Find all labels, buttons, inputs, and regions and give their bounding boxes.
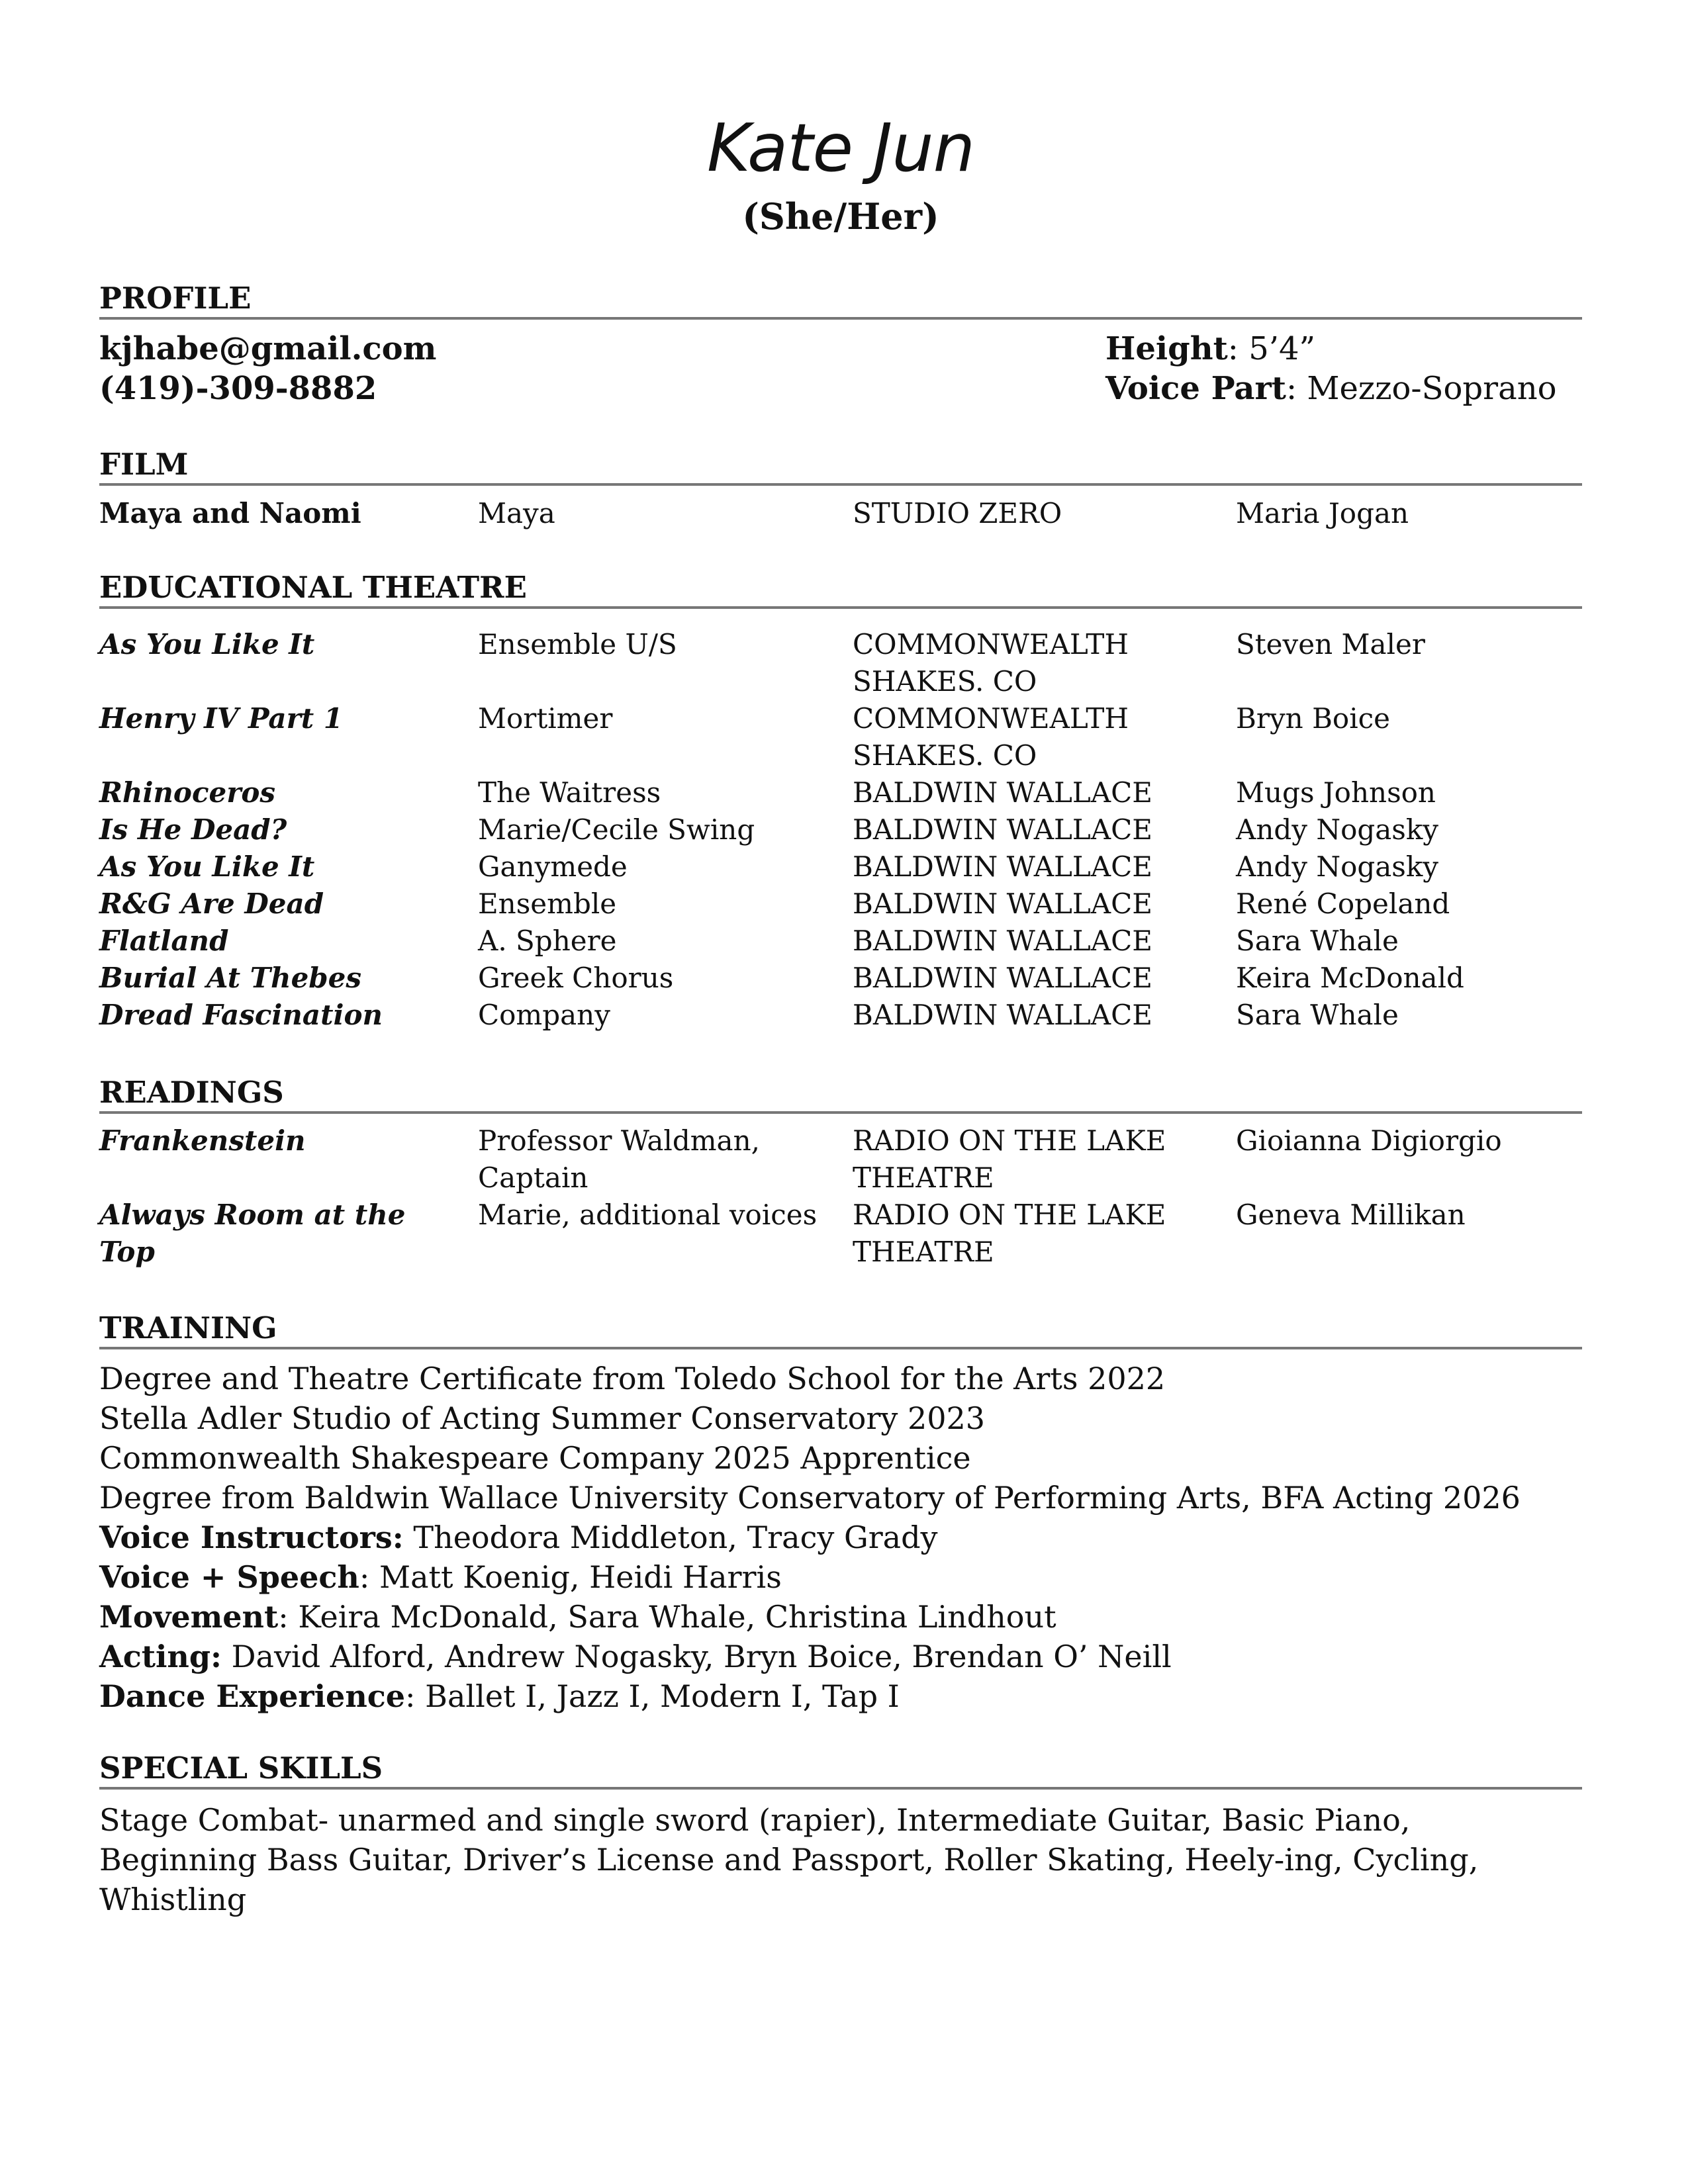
instructor-label: Acting:	[99, 1639, 222, 1674]
credit-role: Ensemble	[478, 887, 617, 920]
credit-role: Marie/Cecile Swing	[478, 813, 755, 846]
instructor-label: Voice Instructors:	[99, 1520, 404, 1555]
credit-title: Frankenstein	[99, 1124, 306, 1157]
credit-title: R&G Are Dead	[99, 887, 324, 920]
instructor-line	[99, 1518, 1582, 1557]
height	[1105, 329, 1557, 369]
training-list	[99, 1359, 1582, 1716]
email: kjhabe@gmail.com	[99, 330, 437, 367]
training-line: Degree from Baldwin Wallace University Conservatory of Performing Arts, BFA Acting 2026	[99, 1480, 1521, 1516]
height-value: : 5’4”	[1227, 330, 1316, 367]
credit-company: BALDWIN WALLACE	[853, 850, 1152, 883]
instructor-names: : Matt Koenig, Heidi Harris	[359, 1559, 782, 1595]
credit-director: Steven Maler	[1236, 628, 1425, 660]
credit-company: BALDWIN WALLACE	[853, 925, 1152, 957]
educational-theatre-heading: EDUCATIONAL THEATRE	[99, 570, 1582, 609]
credit-director: Bryn Boice	[1236, 702, 1391, 735]
credit-role: Company	[478, 999, 610, 1031]
height-label: Height	[1105, 330, 1228, 367]
credit-role: The Waitress	[478, 776, 661, 809]
instructor-names: David Alford, Andrew Nogasky, Bryn Boice, Brendan O’ Neill	[222, 1639, 1172, 1674]
credit-director: Gioianna Digiorgio	[1236, 1124, 1502, 1157]
readings-heading: READINGS	[99, 1075, 1582, 1114]
credit-title: Flatland	[99, 925, 229, 957]
instructor-line	[99, 1557, 1582, 1597]
profile-heading: PROFILE	[99, 281, 1582, 320]
credit-title: As You Like It	[99, 628, 315, 660]
credit-role: Ensemble U/S	[478, 628, 677, 660]
contact-info	[99, 329, 436, 408]
training-line: Commonwealth Shakespeare Company 2025 Apprentice	[99, 1440, 971, 1476]
credit-director: Sara Whale	[1236, 999, 1399, 1031]
instructor-line	[99, 1676, 1582, 1716]
instructor-names: : Ballet I, Jazz I, Modern I, Tap I	[405, 1678, 900, 1714]
credit-director: Mugs Johnson	[1236, 776, 1436, 809]
credit-title: Maya and Naomi	[99, 497, 361, 529]
instructor-label: Voice + Speech	[99, 1559, 359, 1595]
credit-company: BALDWIN WALLACE	[853, 776, 1152, 809]
voice-label: Voice Part	[1105, 370, 1286, 407]
credit-company: RADIO ON THE LAKE THEATRE	[853, 1199, 1166, 1268]
credit-company: COMMONWEALTH SHAKES. CO	[853, 702, 1129, 772]
credit-role: Marie, additional voices	[478, 1199, 818, 1231]
credit-title: Burial At Thebes	[99, 962, 362, 994]
credit-title: Dread Fascination	[99, 999, 383, 1031]
credit-company: BALDWIN WALLACE	[853, 999, 1152, 1031]
actor-name: Kate Jun	[706, 109, 975, 187]
credit-role: Greek Chorus	[478, 962, 674, 994]
training-line: Degree and Theatre Certificate from Toledo School for the Arts 2022	[99, 1361, 1166, 1396]
credit-director: Maria Jogan	[1236, 497, 1409, 529]
pronouns: (She/Her)	[742, 195, 939, 238]
instructor-line	[99, 1637, 1582, 1676]
credit-director: Andy Nogasky	[1236, 850, 1439, 883]
instructor-line	[99, 1597, 1582, 1637]
credit-role: Ganymede	[478, 850, 628, 883]
credit-role: Professor Waldman, Captain	[478, 1124, 760, 1194]
physical-info	[1105, 329, 1557, 408]
training-line: Stella Adler Studio of Acting Summer Conservatory 2023	[99, 1400, 986, 1436]
credit-company: STUDIO ZERO	[853, 497, 1062, 529]
credit-title: Always Room at the Top	[99, 1199, 406, 1268]
credit-title: As You Like It	[99, 850, 315, 883]
instructor-label: Dance Experience	[99, 1678, 406, 1714]
instructor-names: : Keira McDonald, Sara Whale, Christina Lindhout	[278, 1599, 1056, 1635]
credit-company: BALDWIN WALLACE	[853, 962, 1152, 994]
phone: (419)-309-8882	[99, 370, 377, 407]
credit-director: Andy Nogasky	[1236, 813, 1439, 846]
special-skills-heading: SPECIAL SKILLS	[99, 1751, 1582, 1790]
voice-value: : Mezzo-Soprano	[1286, 370, 1557, 407]
credit-director: Geneva Millikan	[1236, 1199, 1466, 1231]
credit-title: Is He Dead?	[99, 813, 287, 846]
credit-company: RADIO ON THE LAKE THEATRE	[853, 1124, 1166, 1194]
credit-company: BALDWIN WALLACE	[853, 813, 1152, 846]
credit-director: Sara Whale	[1236, 925, 1399, 957]
instructor-names: Theodora Middleton, Tracy Grady	[403, 1520, 938, 1555]
special-skills-text: Stage Combat- unarmed and single sword (rapier), Intermediate Guitar, Basic Piano, Beginning Bass Guitar, Driver’s License and Passport, Roller Skating, Heely-ing, Cycling, Whistling	[99, 1802, 1479, 1917]
film-heading: FILM	[99, 447, 1582, 486]
credit-director: René Copeland	[1236, 887, 1450, 920]
credit-role: A. Sphere	[478, 925, 617, 957]
credit-director: Keira McDonald	[1236, 962, 1464, 994]
training-heading: TRAINING	[99, 1311, 1582, 1349]
credit-title: Rhinoceros	[99, 776, 276, 809]
credit-role: Maya	[478, 497, 555, 529]
voice-part	[1105, 369, 1557, 408]
credit-title: Henry IV Part 1	[99, 702, 343, 735]
credit-role: Mortimer	[478, 702, 613, 735]
credit-company: BALDWIN WALLACE	[853, 887, 1152, 920]
instructor-label: Movement	[99, 1599, 279, 1635]
credit-company: COMMONWEALTH SHAKES. CO	[853, 628, 1129, 698]
